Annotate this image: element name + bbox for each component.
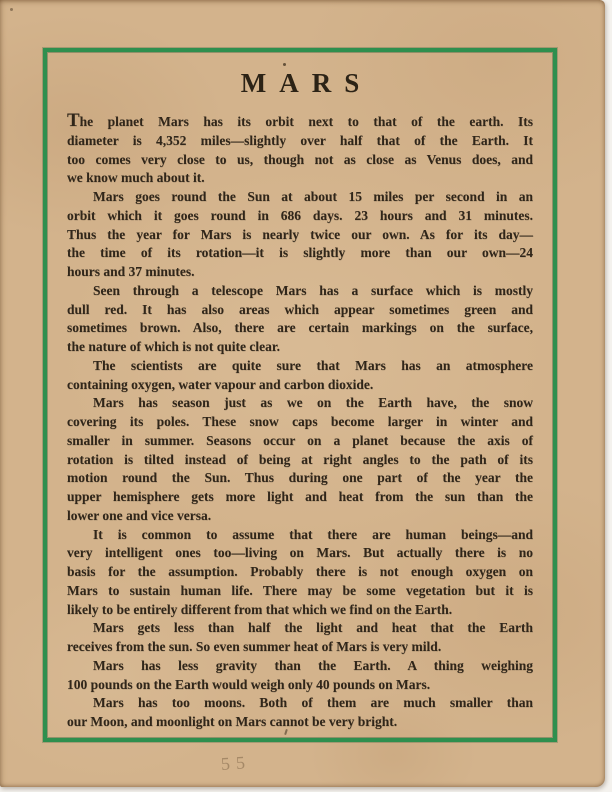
- text-line: It is common to assume that there are human beings—and: [93, 526, 533, 542]
- paragraph: [67, 657, 533, 695]
- text-line: likely to be entirely different from that which we find on the Earth.: [67, 601, 453, 617]
- text-line: The planet Mars has its orbit next to that of the earth. Its: [67, 110, 533, 131]
- body-text: [67, 112, 533, 732]
- text-line: 100 pounds on the Earth would weigh only 40 pounds on Mars.: [67, 676, 431, 692]
- text-line: Mars has season just as we on the Earth have, the snow: [93, 395, 533, 411]
- text-line: The scientists are quite sure that Mars has an atmosphere: [93, 357, 533, 373]
- paper-speck: [10, 8, 13, 11]
- text-line: rotation is tilted instead of being at right angles to the path of its: [67, 451, 533, 467]
- text-line: we know much about it.: [67, 170, 205, 186]
- text-line: Mars has less gravity than the Earth. A thing weighing: [93, 657, 533, 673]
- text-line: receives from the sun. So even summer heat of Mars is very mild.: [67, 639, 442, 654]
- paragraph: [67, 619, 533, 657]
- text-line: covering its poles. These snow caps become larger in winter and: [67, 414, 533, 429]
- paragraph: [67, 357, 533, 395]
- text-line: containing oxygen, water vapour and carbon dioxide.: [67, 376, 374, 392]
- text-line: dull red. It has also areas which appear sometimes green and: [67, 301, 533, 317]
- paragraph: [67, 694, 533, 732]
- paper-speck: [283, 63, 286, 66]
- text-line: the time of its rotation—it is slightly more than our own—24: [67, 245, 533, 261]
- text-line: Mars goes round the Sun at about 15 miles per second in an: [93, 189, 533, 204]
- text-line: Mars has too moons. Both of them are much smaller than: [93, 695, 533, 711]
- text-line: Mars to sustain human life. There may be some vegetation but it is: [67, 582, 533, 598]
- text-line: diameter is 4,352 miles—slightly over half that of the Earth. It: [67, 132, 533, 148]
- paragraph: [67, 282, 533, 357]
- text-line: the nature of which is not quite clear.: [67, 339, 281, 354]
- pencil-page-number: 55: [220, 751, 252, 775]
- text-line: hours and 37 minutes.: [67, 264, 195, 279]
- text-line: lower one and vice versa.: [67, 507, 212, 523]
- page-title: MARS: [240, 68, 373, 98]
- green-border-frame: [43, 48, 557, 742]
- text-line: Seen through a telescope Mars has a surface which is mostly: [93, 282, 533, 298]
- text-line: very intelligent ones too—living on Mars. But actually there is no: [67, 545, 533, 561]
- paragraph: [67, 526, 533, 620]
- text-line: our Moon, and moonlight on Mars cannot be very bright.: [67, 714, 398, 729]
- text-line: upper hemisphere gets more light and heat from the sun than the: [67, 489, 533, 504]
- text-line: smaller in summer. Seasons occur on a planet because the axis of: [67, 432, 533, 448]
- text-line: too comes very close to us, though not as close as Venus does, and: [67, 151, 533, 167]
- text-line: orbit which it goes round in 686 days. 23 hours and 31 minutes.: [67, 207, 533, 223]
- initial-capital: T: [67, 110, 80, 131]
- text-line: motion round the Sun. Thus during one part of the year the: [67, 470, 533, 486]
- paragraph: [67, 112, 533, 188]
- text-line: Mars gets less than half the light and heat that the Earth: [93, 620, 533, 636]
- text-line: sometimes brown. Also, there are certain markings on the surface,: [67, 320, 533, 336]
- paragraph: [67, 394, 533, 525]
- paragraph: [67, 188, 533, 282]
- text-line: basis for the assumption. Probably there is not enough oxygen on: [67, 564, 533, 579]
- text-line: Thus the year for Mars is nearly twice our own. As for its day—: [67, 226, 533, 242]
